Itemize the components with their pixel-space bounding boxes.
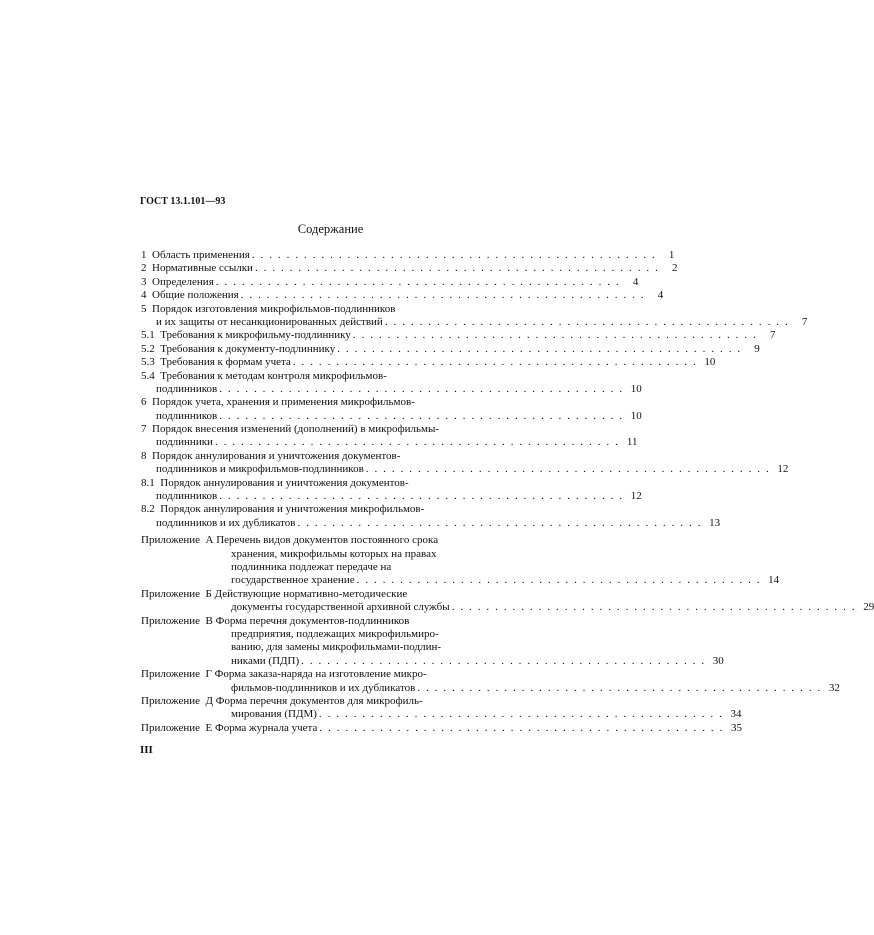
toc-entry-text: 4 Общие положения	[141, 289, 239, 302]
appendix-label: Приложение Е	[141, 721, 213, 734]
toc-line	[141, 708, 742, 721]
toc-entry-text: подлинников и их дубликатов	[156, 516, 296, 529]
toc-entry-text: 8.2 Порядок аннулирования и уничтожения микрофильмов-	[141, 503, 425, 516]
toc-line	[141, 490, 642, 503]
dot-leader: . . . . . . . . . . . . . . . . . . . . . . . . . . . . . . . . . . . . . . . . . . . . . . .	[254, 262, 660, 275]
toc-line	[141, 262, 678, 275]
toc-line	[141, 654, 724, 668]
toc-entry-text: Форма журнала учета	[215, 721, 318, 734]
toc-title: Содержание	[297, 222, 364, 236]
toc-entry-text: 8.1 Порядок аннулирования и уничтожения документов-	[141, 476, 409, 489]
page-number: 1	[668, 249, 675, 261]
toc-entry-text: 5.3 Требования к формам учета	[141, 356, 291, 369]
toc-entry-text: ванию, для замены микрофильмами-подлин-	[231, 641, 441, 654]
toc-line	[141, 534, 501, 547]
page-number: 4	[632, 275, 639, 288]
toc-entry-text: подлинника подлежат передаче на	[231, 560, 392, 573]
page-number: 29	[863, 601, 874, 614]
toc-entry-text: 3 Определения	[141, 275, 214, 288]
toc-line	[141, 436, 638, 449]
toc-line	[141, 303, 501, 316]
page-number: 4	[657, 289, 664, 302]
dot-leader: . . . . . . . . . . . . . . . . . . . . . . . . . . . . . . . . . . . . . . . . . . . . . . .	[384, 315, 790, 328]
dot-leader: . . . . . . . . . . . . . . . . . . . . . . . . . . . . . . . . . . . . . . . . . . . . . . .	[251, 249, 657, 261]
page-number: 7	[801, 315, 808, 328]
toc-line	[141, 249, 675, 262]
toc-entry-text: 5.1 Требования к микрофильму-подлиннику	[141, 329, 351, 342]
toc-entry-text: Форма перечня документов-подлинников	[215, 614, 410, 627]
toc-entry-text: подлинников и микрофильмов-подлинников	[156, 463, 364, 476]
page-number: 30	[712, 654, 724, 667]
page-number: 10	[704, 356, 716, 369]
toc-entry-text: 2 Нормативные ссылки	[141, 262, 253, 275]
toc-line	[141, 641, 501, 654]
toc-entry-text: Действующие нормативно-методические	[214, 587, 408, 600]
page-number: 32	[828, 681, 840, 694]
page-number: 10	[630, 409, 642, 422]
toc-line	[141, 628, 501, 641]
toc-entry-text: подлинников	[156, 409, 218, 422]
toc-line	[141, 588, 501, 601]
toc-line	[141, 681, 840, 695]
appendix-label: Приложение Б	[141, 587, 212, 600]
appendix-label: Приложение Д	[141, 694, 214, 707]
toc-line	[141, 396, 501, 409]
appendix-label: Приложение В	[141, 614, 213, 627]
toc-entry-text: никами (ПДП)	[231, 654, 300, 667]
appendix-label: Приложение А	[141, 534, 214, 547]
toc-line	[141, 561, 501, 574]
page-number: 35	[730, 721, 742, 734]
toc-line	[141, 463, 789, 476]
toc-entry-text: подлинники	[156, 436, 213, 449]
dot-leader: . . . . . . . . . . . . . . . . . . . . . . . . . . . . . . . . . . . . . . . . . . . . . . .	[297, 516, 703, 529]
toc-line	[141, 503, 501, 516]
toc-line	[141, 615, 501, 628]
toc-entry-text: подлинников	[156, 490, 218, 503]
toc-entry-text: 6 Порядок учета, хранения и применения микрофильмов-	[141, 396, 415, 409]
toc-entry-text: хранения, микрофильмы которых на правах	[231, 547, 437, 560]
toc-entry-text: фильмов-подлинников и их дубликатов	[231, 681, 416, 694]
toc-entry-text: 7 Порядок внесения изменений (дополнений) в микрофильмы-	[141, 423, 440, 436]
toc-line	[141, 356, 716, 369]
toc-entry-text: и их защиты от несанкционированных действий	[156, 315, 383, 328]
page-number: 14	[768, 574, 780, 587]
toc-entry-text: мирования (ПДМ)	[231, 708, 317, 721]
dot-leader: . . . . . . . . . . . . . . . . . . . . . . . . . . . . . . . . . . . . . . . . . . . . . . .	[215, 275, 621, 288]
toc-line	[141, 289, 664, 302]
dot-leader: . . . . . . . . . . . . . . . . . . . . . . . . . . . . . . . . . . . . . . . . . . . . . . .	[292, 356, 698, 369]
toc-line	[141, 329, 776, 342]
dot-leader: . . . . . . . . . . . . . . . . . . . . . . . . . . . . . . . . . . . . . . . . . . . . . . .	[318, 708, 724, 721]
dot-leader: . . . . . . . . . . . . . . . . . . . . . . . . . . . . . . . . . . . . . . . . . . . . . . .	[356, 574, 762, 587]
dot-leader: . . . . . . . . . . . . . . . . . . . . . . . . . . . . . . . . . . . . . . . . . . . . . . .	[219, 490, 624, 503]
dot-leader: . . . . . . . . . . . . . . . . . . . . . . . . . . . . . . . . . . . . . . . . . . . . . . .	[301, 654, 706, 667]
toc-entry-text: государственное хранение	[231, 574, 355, 587]
dot-leader: . . . . . . . . . . . . . . . . . . . . . . . . . . . . . . . . . . . . . . . . . . . . . . .	[451, 601, 857, 614]
dot-leader: . . . . . . . . . . . . . . . . . . . . . . . . . . . . . . . . . . . . . . . . . . . . . . .	[417, 681, 822, 694]
toc-entry-text: Форма перечня документов для микрофиль-	[215, 694, 423, 707]
document-header: ГОСТ 13.1.101—93	[140, 196, 226, 207]
toc-line	[141, 409, 642, 423]
toc-line	[141, 695, 501, 708]
toc-line	[141, 382, 642, 396]
toc-line	[141, 668, 501, 681]
page-number: 34	[730, 708, 742, 721]
dot-leader: . . . . . . . . . . . . . . . . . . . . . . . . . . . . . . . . . . . . . . . . . . . . . . .	[219, 409, 624, 422]
toc-line	[141, 477, 501, 490]
toc-entry-text: 5.4 Требования к методам контроля микрофильмов-	[141, 369, 387, 382]
dot-leader: . . . . . . . . . . . . . . . . . . . . . . . . . . . . . . . . . . . . . . . . . . . . . . .	[337, 342, 742, 355]
toc-entry-text: 1 Область применения	[141, 249, 250, 261]
dot-leader: . . . . . . . . . . . . . . . . . . . . . . . . . . . . . . . . . . . . . . . . . . . . . . .	[219, 382, 624, 395]
toc-entry-text: 5 Порядок изготовления микрофильмов-подлинников	[141, 302, 396, 315]
page-number: 13	[709, 516, 721, 529]
appendix-label: Приложение Г	[141, 668, 212, 681]
toc-line	[141, 370, 501, 383]
page-number: 2	[672, 262, 678, 275]
toc-line	[141, 601, 874, 614]
page-number: 11	[626, 436, 638, 449]
toc-line	[141, 548, 501, 561]
toc-entry-text: Перечень видов документов постоянного срока	[216, 534, 439, 547]
toc-entry-text: 5.2 Требования к документу-подлиннику	[141, 342, 336, 355]
toc-line	[141, 721, 742, 735]
page-marker: III	[140, 744, 153, 756]
page-number: 12	[777, 463, 789, 476]
dot-leader: . . . . . . . . . . . . . . . . . . . . . . . . . . . . . . . . . . . . . . . . . . . . . . .	[365, 463, 771, 476]
toc-line	[141, 423, 501, 436]
toc-entry-text: документы государственной архивной службы	[231, 601, 450, 614]
toc-entry-text: Форма заказа-наряда на изготовление микро-	[214, 668, 427, 681]
page-number: 7	[769, 329, 776, 342]
page-number: 12	[630, 490, 642, 503]
toc-entry-text: 8 Порядок аннулирования и уничтожения документов-	[141, 449, 401, 462]
dot-leader: . . . . . . . . . . . . . . . . . . . . . . . . . . . . . . . . . . . . . . . . . . . . . . .	[214, 436, 620, 449]
toc-line	[141, 574, 780, 587]
page-number: 9	[754, 342, 760, 355]
dot-leader: . . . . . . . . . . . . . . . . . . . . . . . . . . . . . . . . . . . . . . . . . . . . . . .	[240, 289, 646, 302]
dot-leader: . . . . . . . . . . . . . . . . . . . . . . . . . . . . . . . . . . . . . . . . . . . . . . .	[319, 721, 724, 734]
page-number: 10	[630, 382, 642, 395]
toc-line	[141, 275, 639, 289]
toc-line	[141, 315, 808, 329]
table-of-contents	[141, 249, 874, 735]
toc-line	[141, 450, 501, 463]
toc-line	[141, 516, 721, 530]
toc-line	[141, 342, 760, 356]
toc-entry-text: предприятия, подлежащих микрофильмиро-	[231, 627, 439, 640]
dot-leader: . . . . . . . . . . . . . . . . . . . . . . . . . . . . . . . . . . . . . . . . . . . . . . .	[352, 329, 758, 342]
toc-entry-text: подлинников	[156, 382, 218, 395]
